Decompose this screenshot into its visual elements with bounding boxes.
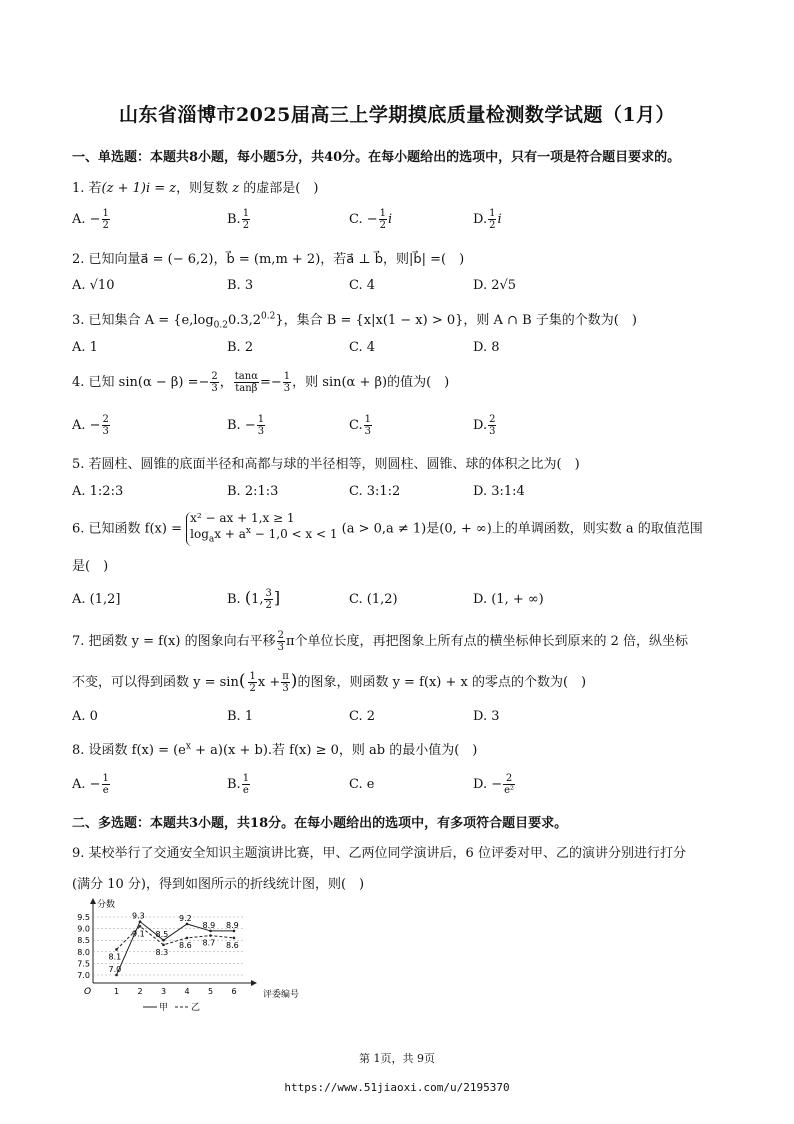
data-point: [186, 923, 189, 926]
q1-text-a: 1. 若: [72, 181, 102, 196]
q2-option-b: B. 3: [227, 278, 254, 293]
data-point: [162, 944, 165, 947]
q8-option-a: A. − $\frac{1}{e}$: [72, 773, 109, 796]
q4-option-b: B. − $\frac{1}{3}$: [227, 414, 265, 437]
question-6: 6. 已知函数 f(x) = x² − ax + 1,x ≥ 1 $\log_ax + a^x - 1,0 < x < 1$ (a > 0,a ≠ 1)是(0, + ∞)上的单调函数，则实数 a 的取值范围: [72, 511, 703, 545]
q1-var: z: [232, 181, 240, 196]
question-9-line2: (满分 10 分)，得到如图所示的折线统计图，则( ): [72, 877, 365, 892]
line-chart: [66, 895, 306, 1015]
q5-option-a: A. 1:2:3: [72, 484, 124, 499]
question-4: 4. 已知 sin(α − β) =− $\frac{2}{3}$ ， $\frac{\tan\alpha}{\tan\beta}$ =− $\frac{1}{3}$ ，则 sin(α + β)的值为( ): [72, 371, 450, 394]
data-point: [162, 939, 165, 942]
x-tick-label: 3: [160, 987, 167, 996]
q4-option-d: D. $\frac{2}{3}$: [473, 414, 496, 437]
x-axis-label: 评委编号: [263, 990, 300, 1000]
legend-label-yi: 乙: [191, 1003, 201, 1013]
q2-option-d: D. 2√5: [473, 278, 517, 293]
y-axis-arrow: [90, 898, 96, 904]
q6-option-c: C. (1,2): [349, 592, 398, 607]
q7-option-a: A. 0: [72, 709, 98, 724]
q3-option-c: C. 4: [349, 340, 376, 355]
q8-option-b: B. $\frac{1}{e}$: [227, 773, 250, 796]
question-8: 8. 设函数 $f(x) = (e^x + a)(x + b)$.若 f(x) ≥ 0，则 ab 的最小值为( ): [72, 741, 478, 758]
x-tick-label: 2: [137, 987, 143, 996]
data-point: [233, 937, 236, 940]
data-label: 7.0: [108, 965, 122, 974]
data-label: 8.6: [179, 940, 192, 950]
q8-option-c: C. e: [349, 777, 375, 792]
q4-option-a: A. − $\frac{2}{3}$: [72, 414, 109, 437]
data-point: [233, 930, 236, 933]
q1-option-b: B. $\frac{1}{2}$: [227, 208, 250, 231]
data-label: 8.7: [202, 938, 216, 948]
question-7-line2: 不变，可以得到函数 y = sin( $\frac{1}{2}$ x + $\frac{\pi}{3}$ )的图象，则函数 y = f(x) + x 的零点的个数为( ): [72, 671, 587, 694]
q1-equation: (z + 1)i = z: [101, 181, 177, 196]
q6-piecewise: x² − ax + 1,x ≥ 1 $\log_ax + a^x - 1,0 < x < 1$: [186, 512, 337, 546]
y-tick-label: 9.0: [77, 924, 90, 934]
section-1-heading: 一、单选题：本题共8小题，每小题5分，共40分。在每小题给出的选项中，只有一项是符合题目要求的。: [72, 150, 681, 165]
question-5: 5. 若圆柱、圆锥的底面半径和高都与球的半径相等，则圆柱、圆锥、球的体积之比为( ): [72, 457, 580, 472]
data-point: [209, 930, 212, 933]
question-6-line2: 是( ): [72, 559, 109, 574]
q4-option-c: C. $\frac{1}{3}$: [349, 414, 371, 437]
q3-option-b: B. 2: [227, 340, 254, 355]
q2-option-c: C. 4: [349, 278, 376, 293]
q1-text-e: 的虚部是( ): [243, 181, 319, 196]
y-tick-label: 7.0: [77, 971, 90, 980]
data-label: 8.5: [155, 930, 169, 940]
page-title: 山东省淄博市2025届高三上学期摸底质量检测数学试题（1月）: [118, 104, 676, 126]
data-point: [139, 925, 142, 928]
q5-option-b: B. 2:1:3: [227, 484, 279, 499]
q1-option-c: C. − $\frac{1}{2}$ i: [349, 208, 393, 231]
q1-text-c: ，则复数: [176, 181, 229, 196]
question-2: 2. 已知向量a⃗ = (− 6,2)，b⃗ = (m,m + 2)，若a⃗ ⊥ b⃗，则|b⃗| =( ): [72, 252, 465, 267]
q1-option-d: D. $\frac{1}{2}$ i: [473, 208, 502, 231]
q3-option-d: D. 8: [473, 340, 500, 355]
q1-option-a: A. − $\frac{1}{2}$: [72, 208, 109, 231]
x-tick-label: 5: [207, 987, 214, 996]
q6-option-d: D. (1, + ∞): [473, 592, 544, 607]
q7-option-b: B. 1: [227, 709, 254, 724]
x-tick-label: 1: [113, 987, 120, 996]
data-point: [209, 934, 212, 937]
data-label: 8.9: [226, 920, 239, 930]
q7-option-c: C. 2: [349, 709, 376, 724]
data-label: 8.3: [155, 947, 169, 957]
data-point: [115, 974, 118, 977]
q3-option-a: A. 1: [72, 340, 98, 355]
question-1: [72, 177, 318, 196]
origin-label: O: [84, 987, 92, 997]
q7-option-d: D. 3: [473, 709, 500, 724]
question-9: 9. 某校举行了交通安全知识主题演讲比赛，甲、乙两位同学演讲后，6 位评委对甲、乙的演讲分别进行打分: [72, 846, 686, 861]
y-axis-label: 分数: [97, 900, 116, 910]
question-7: 7. 把函数 y = f(x) 的图象向右平移 $\frac{2}{3}$ π个单位长度，再把图象上所有点的横坐标伸长到原来的 2 倍，纵坐标: [72, 630, 689, 653]
q6-option-b: B. (1, $\frac{3}{2}$ ]: [227, 588, 281, 611]
data-label: 8.1: [108, 952, 122, 962]
data-point: [186, 937, 189, 940]
data-label: 9.1: [132, 929, 145, 939]
q8-option-d: D. − $\frac{2}{\text{e²}}$: [473, 773, 515, 796]
y-tick-label: 8.0: [77, 947, 90, 957]
data-label: 9.3: [132, 911, 145, 921]
q2-option-a: A. √10: [72, 278, 115, 293]
legend-label-jia: 甲: [159, 1003, 169, 1013]
data-label: 8.6: [226, 940, 239, 950]
data-point: [139, 920, 142, 923]
x-axis-arrow: [251, 980, 257, 986]
source-url: https://www.51jiaoxi.com/u/2195370: [284, 1081, 510, 1094]
question-3: 3. 已知集合 $A = \{e,\log_{0.2}0.3,2^{0.2}\}$，集合 B = {x|x(1 − x) > 0}，则 A ∩ B 子集的个数为( ): [72, 311, 637, 331]
page-footer: 第 1页，共 9页: [359, 1052, 435, 1065]
y-tick-label: 8.5: [77, 936, 90, 946]
data-point: [115, 948, 118, 951]
x-tick-label: 4: [184, 987, 190, 996]
q5-option-c: C. 3:1:2: [349, 484, 401, 499]
data-label: 9.2: [179, 913, 192, 923]
x-tick-label: 6: [231, 987, 237, 996]
y-tick-label: 9.5: [77, 913, 90, 922]
q6-option-a: A. (1,2]: [72, 592, 121, 607]
y-tick-label: 7.5: [77, 959, 90, 969]
section-2-heading: 二、多选题：本题共3小题，共18分。在每小题给出的选项中，有多项符合题目要求。: [72, 816, 568, 831]
data-label: 8.9: [202, 920, 216, 930]
q5-option-d: D. 3:1:4: [473, 484, 525, 499]
